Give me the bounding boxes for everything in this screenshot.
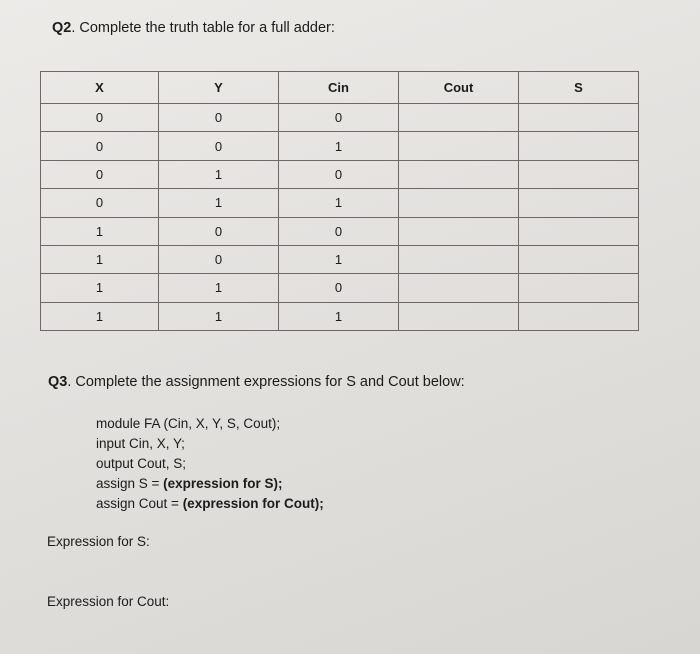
assign-s-prefix: assign S =: [96, 476, 164, 491]
cell-x: 1: [41, 217, 159, 245]
question-3-text: . Complete the assignment expressions for S and Cout below:: [67, 374, 465, 390]
table-row: [41, 132, 639, 160]
cell-s[interactable]: [519, 189, 639, 217]
cell-s[interactable]: [519, 217, 639, 245]
cell-x: 0: [41, 104, 159, 132]
question-2-number: Q2: [52, 20, 72, 36]
code-line-module: module FA (Cin, X, Y, S, Cout);: [96, 416, 281, 431]
question-2-text: . Complete the truth table for a full adder:: [71, 20, 335, 36]
cell-cout[interactable]: [399, 189, 519, 217]
cell-cin: 0: [279, 274, 399, 302]
cell-y: 1: [159, 274, 279, 302]
cell-x: 1: [41, 245, 159, 273]
cell-s[interactable]: [519, 302, 639, 330]
table-row: [41, 274, 639, 302]
cell-s[interactable]: [519, 274, 639, 302]
cell-x: 1: [41, 302, 159, 330]
cell-cout[interactable]: [399, 217, 519, 245]
cell-x: 1: [41, 274, 159, 302]
cell-cin: 1: [279, 245, 399, 273]
table-header-row: [41, 72, 639, 104]
code-line-output: output Cout, S;: [96, 456, 187, 471]
header-x: X: [41, 72, 159, 104]
code-line-assign-s: [96, 474, 324, 494]
cell-y: 1: [159, 189, 279, 217]
table-row: [41, 189, 639, 217]
cell-cout[interactable]: [399, 160, 519, 188]
cell-x: 0: [41, 132, 159, 160]
assign-s-expression: (expression for S);: [163, 476, 283, 491]
expression-for-s-label: Expression for S:: [47, 534, 150, 549]
assign-cout-prefix: assign Cout =: [96, 496, 183, 511]
cell-cin: 0: [279, 160, 399, 188]
header-cin: Cin: [279, 72, 399, 104]
code-line-input: input Cin, X, Y;: [96, 436, 185, 451]
code-line-assign-cout: [96, 494, 324, 514]
cell-cout[interactable]: [399, 245, 519, 273]
verilog-code-block: [96, 414, 324, 514]
cell-cin: 1: [279, 302, 399, 330]
cell-s[interactable]: [519, 245, 639, 273]
cell-s[interactable]: [519, 104, 639, 132]
question-3-number: Q3: [48, 374, 68, 390]
cell-cin: 1: [279, 132, 399, 160]
cell-cin: 0: [279, 104, 399, 132]
assign-cout-expression: (expression for Cout);: [182, 496, 324, 511]
cell-x: 0: [41, 189, 159, 217]
question-3: [48, 374, 465, 390]
table-row: [41, 160, 639, 188]
cell-cout[interactable]: [399, 302, 519, 330]
cell-cin: 1: [279, 189, 399, 217]
table-row: [41, 217, 639, 245]
truth-table: [40, 71, 639, 331]
cell-y: 1: [159, 160, 279, 188]
cell-cout[interactable]: [399, 274, 519, 302]
cell-cout[interactable]: [399, 104, 519, 132]
cell-s[interactable]: [519, 132, 639, 160]
header-s: S: [519, 72, 639, 104]
cell-y: 0: [159, 104, 279, 132]
table-row: [41, 302, 639, 330]
cell-y: 0: [159, 245, 279, 273]
header-cout: Cout: [399, 72, 519, 104]
cell-y: 0: [159, 132, 279, 160]
cell-y: 0: [159, 217, 279, 245]
question-2: [52, 20, 335, 36]
cell-cout[interactable]: [399, 132, 519, 160]
cell-cin: 0: [279, 217, 399, 245]
table-row: [41, 245, 639, 273]
table-row: [41, 104, 639, 132]
header-y: Y: [159, 72, 279, 104]
expression-for-cout-label: Expression for Cout:: [47, 594, 170, 609]
cell-x: 0: [41, 160, 159, 188]
cell-y: 1: [159, 302, 279, 330]
cell-s[interactable]: [519, 160, 639, 188]
